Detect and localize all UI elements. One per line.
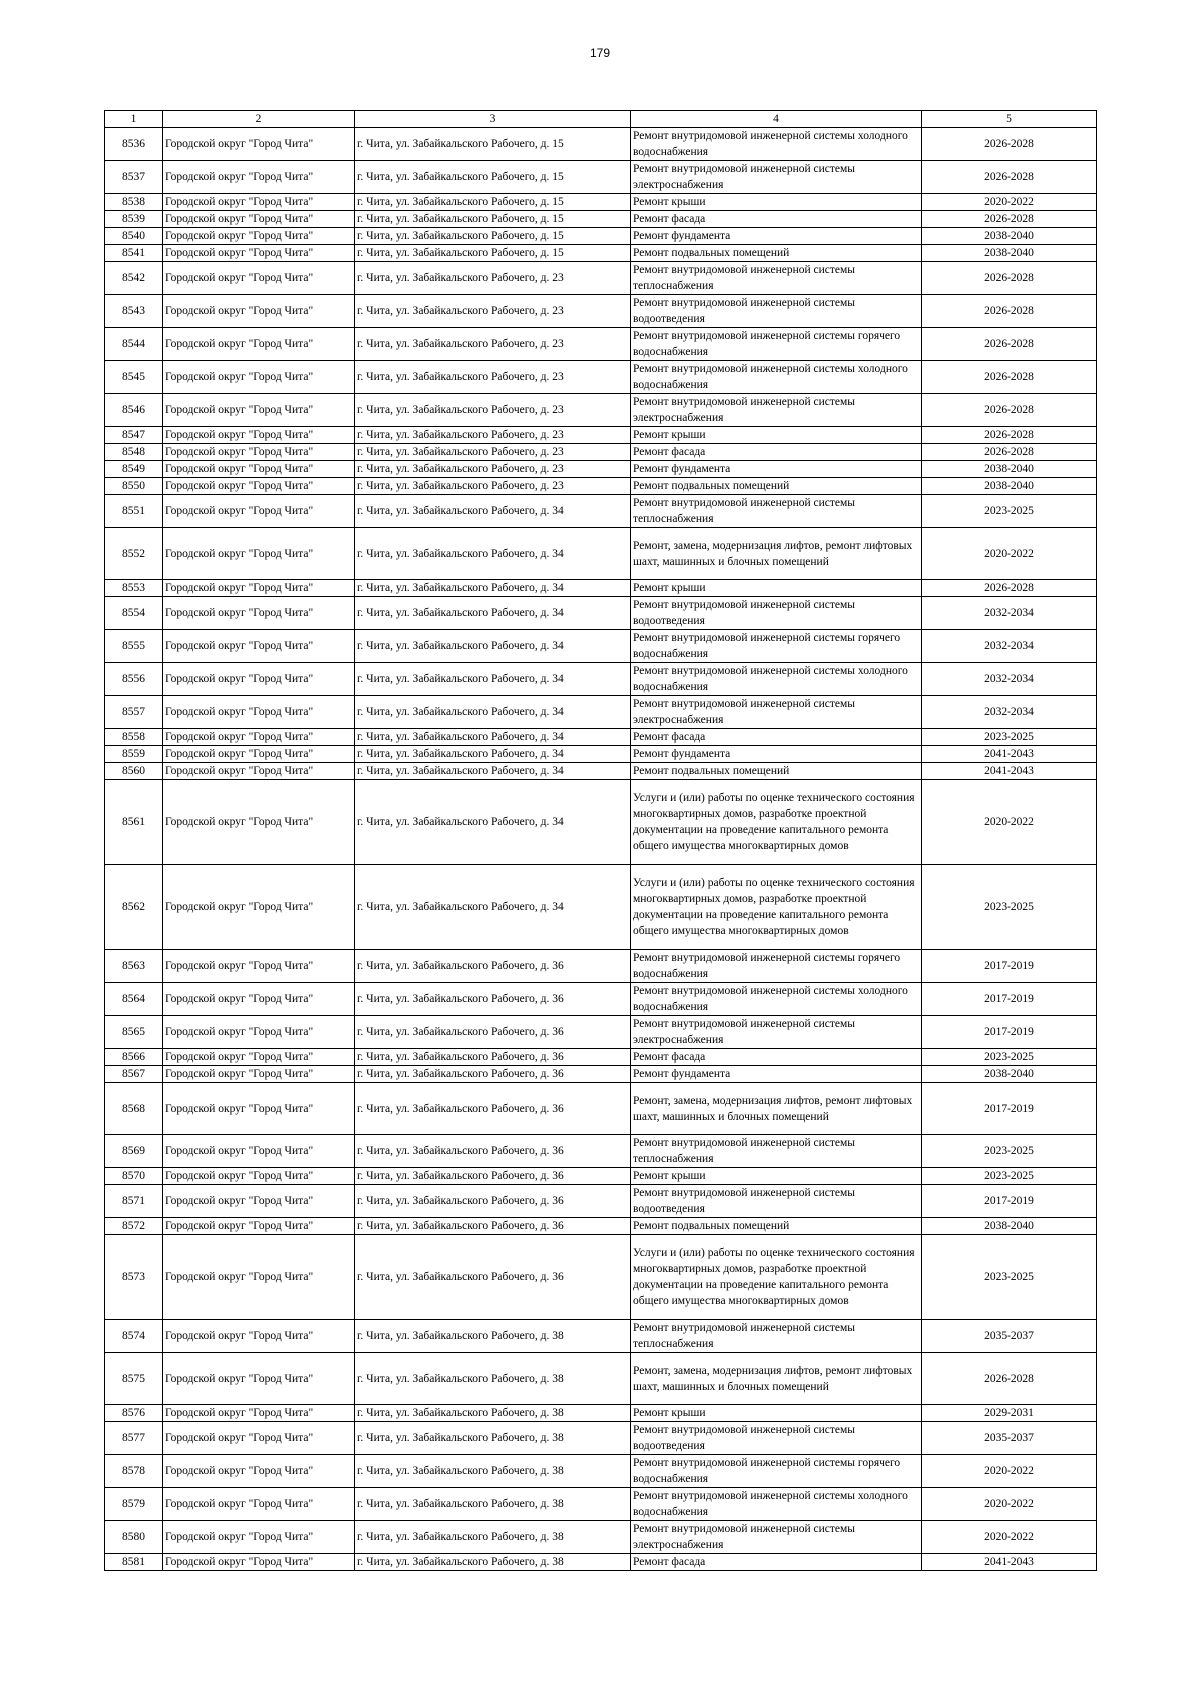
period-cell: 2023-2025 (922, 1049, 1097, 1066)
work-type-cell: Ремонт внутридомовой инженерной системы водоотведения (631, 295, 922, 328)
address-cell: г. Чита, ул. Забайкальского Рабочего, д. 36 (355, 1168, 631, 1185)
address-cell: г. Чита, ул. Забайкальского Рабочего, д. 23 (355, 394, 631, 427)
address-cell: г. Чита, ул. Забайкальского Рабочего, д. 34 (355, 865, 631, 950)
row-number-cell: 8573 (105, 1235, 163, 1320)
work-type-cell: Ремонт крыши (631, 194, 922, 211)
row-number-cell: 8554 (105, 597, 163, 630)
period-cell: 2032-2034 (922, 663, 1097, 696)
period-cell: 2041-2043 (922, 1554, 1097, 1571)
table-row (105, 865, 1097, 950)
municipality-cell: Городской округ "Город Чита" (163, 1083, 355, 1135)
table-row (105, 1422, 1097, 1455)
header-row (105, 111, 1097, 128)
work-type-cell: Ремонт внутридомовой инженерной системы водоотведения (631, 1422, 922, 1455)
address-cell: г. Чита, ул. Забайкальского Рабочего, д. 34 (355, 495, 631, 528)
table-row (105, 950, 1097, 983)
row-number-cell: 8562 (105, 865, 163, 950)
municipality-cell: Городской округ "Город Чита" (163, 128, 355, 161)
table-row (105, 361, 1097, 394)
address-cell: г. Чита, ул. Забайкальского Рабочего, д. 36 (355, 983, 631, 1016)
table-row (105, 1185, 1097, 1218)
table-row (105, 444, 1097, 461)
table-row (105, 161, 1097, 194)
municipality-cell: Городской округ "Город Чита" (163, 1066, 355, 1083)
period-cell: 2041-2043 (922, 746, 1097, 763)
municipality-cell: Городской округ "Город Чита" (163, 1218, 355, 1235)
period-cell: 2026-2028 (922, 128, 1097, 161)
table-row (105, 478, 1097, 495)
address-cell: г. Чита, ул. Забайкальского Рабочего, д. 15 (355, 128, 631, 161)
work-type-cell: Ремонт крыши (631, 427, 922, 444)
work-type-cell: Ремонт внутридомовой инженерной системы электроснабжения (631, 696, 922, 729)
address-cell: г. Чита, ул. Забайкальского Рабочего, д. 23 (355, 444, 631, 461)
address-cell: г. Чита, ул. Забайкальского Рабочего, д. 23 (355, 461, 631, 478)
period-cell: 2038-2040 (922, 478, 1097, 495)
period-cell: 2026-2028 (922, 1353, 1097, 1405)
table-row (105, 427, 1097, 444)
work-type-cell: Ремонт внутридомовой инженерной системы электроснабжения (631, 1521, 922, 1554)
address-cell: г. Чита, ул. Забайкальского Рабочего, д. 34 (355, 663, 631, 696)
table-row (105, 1554, 1097, 1571)
period-cell: 2017-2019 (922, 1185, 1097, 1218)
municipality-cell: Городской округ "Город Чита" (163, 262, 355, 295)
period-cell: 2026-2028 (922, 295, 1097, 328)
row-number-cell: 8561 (105, 780, 163, 865)
municipality-cell: Городской округ "Город Чита" (163, 580, 355, 597)
municipality-cell: Городской округ "Город Чита" (163, 746, 355, 763)
municipality-cell: Городской округ "Город Чита" (163, 597, 355, 630)
address-cell: г. Чита, ул. Забайкальского Рабочего, д. 36 (355, 1235, 631, 1320)
period-cell: 2023-2025 (922, 495, 1097, 528)
work-type-cell: Ремонт внутридомовой инженерной системы теплоснабжения (631, 495, 922, 528)
municipality-cell: Городской округ "Город Чита" (163, 444, 355, 461)
municipality-cell: Городской округ "Город Чита" (163, 328, 355, 361)
row-number-cell: 8569 (105, 1135, 163, 1168)
column-header-3: 3 (355, 111, 631, 128)
table-row (105, 328, 1097, 361)
address-cell: г. Чита, ул. Забайкальского Рабочего, д. 34 (355, 528, 631, 580)
municipality-cell: Городской округ "Город Чита" (163, 780, 355, 865)
work-type-cell: Ремонт фундамента (631, 746, 922, 763)
work-type-cell: Ремонт подвальных помещений (631, 245, 922, 262)
municipality-cell: Городской округ "Город Чита" (163, 729, 355, 746)
table-row (105, 763, 1097, 780)
period-cell: 2026-2028 (922, 262, 1097, 295)
period-cell: 2032-2034 (922, 597, 1097, 630)
address-cell: г. Чита, ул. Забайкальского Рабочего, д. 23 (355, 262, 631, 295)
municipality-cell: Городской округ "Город Чита" (163, 427, 355, 444)
address-cell: г. Чита, ул. Забайкальского Рабочего, д. 38 (355, 1320, 631, 1353)
work-type-cell: Ремонт внутридомовой инженерной системы холодного водоснабжения (631, 983, 922, 1016)
period-cell: 2038-2040 (922, 1218, 1097, 1235)
period-cell: 2020-2022 (922, 1488, 1097, 1521)
work-type-cell: Ремонт внутридомовой инженерной системы холодного водоснабжения (631, 1488, 922, 1521)
address-cell: г. Чита, ул. Забайкальского Рабочего, д. 38 (355, 1521, 631, 1554)
work-type-cell: Ремонт внутридомовой инженерной системы горячего водоснабжения (631, 1455, 922, 1488)
period-cell: 2023-2025 (922, 1135, 1097, 1168)
row-number-cell: 8581 (105, 1554, 163, 1571)
address-cell: г. Чита, ул. Забайкальского Рабочего, д. 36 (355, 1218, 631, 1235)
work-type-cell: Ремонт фасада (631, 444, 922, 461)
table-row (105, 461, 1097, 478)
row-number-cell: 8545 (105, 361, 163, 394)
row-number-cell: 8564 (105, 983, 163, 1016)
address-cell: г. Чита, ул. Забайкальского Рабочего, д. 34 (355, 746, 631, 763)
period-cell: 2035-2037 (922, 1422, 1097, 1455)
address-cell: г. Чита, ул. Забайкальского Рабочего, д. 38 (355, 1455, 631, 1488)
work-type-cell: Ремонт крыши (631, 1168, 922, 1185)
municipality-cell: Городской округ "Город Чита" (163, 528, 355, 580)
period-cell: 2017-2019 (922, 983, 1097, 1016)
row-number-cell: 8557 (105, 696, 163, 729)
table-row (105, 580, 1097, 597)
row-number-cell: 8551 (105, 495, 163, 528)
table-row (105, 1168, 1097, 1185)
work-type-cell: Ремонт фасада (631, 1554, 922, 1571)
period-cell: 2041-2043 (922, 763, 1097, 780)
municipality-cell: Городской округ "Город Чита" (163, 1185, 355, 1218)
municipality-cell: Городской округ "Город Чита" (163, 228, 355, 245)
row-number-cell: 8579 (105, 1488, 163, 1521)
municipality-cell: Городской округ "Город Чита" (163, 983, 355, 1016)
row-number-cell: 8552 (105, 528, 163, 580)
period-cell: 2038-2040 (922, 1066, 1097, 1083)
address-cell: г. Чита, ул. Забайкальского Рабочего, д. 15 (355, 228, 631, 245)
table-row (105, 597, 1097, 630)
work-type-cell: Ремонт, замена, модернизация лифтов, ремонт лифтовых шахт, машинных и блочных помещений (631, 1083, 922, 1135)
table-row (105, 746, 1097, 763)
period-cell: 2017-2019 (922, 950, 1097, 983)
period-cell: 2035-2037 (922, 1320, 1097, 1353)
municipality-cell: Городской округ "Город Чита" (163, 295, 355, 328)
municipality-cell: Городской округ "Город Чита" (163, 630, 355, 663)
table-row (105, 194, 1097, 211)
work-type-cell: Ремонт фасада (631, 729, 922, 746)
row-number-cell: 8570 (105, 1168, 163, 1185)
table-row (105, 495, 1097, 528)
table-row (105, 128, 1097, 161)
work-type-cell: Ремонт внутридомовой инженерной системы электроснабжения (631, 1016, 922, 1049)
municipality-cell: Городской округ "Город Чита" (163, 245, 355, 262)
page-number: 179 (589, 46, 611, 60)
work-type-cell: Ремонт внутридомовой инженерной системы горячего водоснабжения (631, 950, 922, 983)
period-cell: 2023-2025 (922, 865, 1097, 950)
table-row (105, 528, 1097, 580)
address-cell: г. Чита, ул. Забайкальского Рабочего, д. 38 (355, 1405, 631, 1422)
period-cell: 2032-2034 (922, 630, 1097, 663)
period-cell: 2020-2022 (922, 528, 1097, 580)
work-type-cell: Ремонт крыши (631, 580, 922, 597)
address-cell: г. Чита, ул. Забайкальского Рабочего, д. 36 (355, 1016, 631, 1049)
table-row (105, 1320, 1097, 1353)
municipality-cell: Городской округ "Город Чита" (163, 161, 355, 194)
row-number-cell: 8543 (105, 295, 163, 328)
period-cell: 2020-2022 (922, 780, 1097, 865)
municipality-cell: Городской округ "Город Чита" (163, 211, 355, 228)
work-type-cell: Услуги и (или) работы по оценке технического состояния многоквартирных домов, разработке проектной документации на проведение капитального ремонта общего имущества многоквартирных домов (631, 1235, 922, 1320)
address-cell: г. Чита, ул. Забайкальского Рабочего, д. 34 (355, 729, 631, 746)
municipality-cell: Городской округ "Город Чита" (163, 461, 355, 478)
row-number-cell: 8544 (105, 328, 163, 361)
address-cell: г. Чита, ул. Забайкальского Рабочего, д. 23 (355, 427, 631, 444)
municipality-cell: Городской округ "Город Чита" (163, 394, 355, 427)
capital-repair-table (104, 110, 1097, 1571)
address-cell: г. Чита, ул. Забайкальского Рабочего, д. 34 (355, 630, 631, 663)
address-cell: г. Чита, ул. Забайкальского Рабочего, д. 36 (355, 1185, 631, 1218)
address-cell: г. Чита, ул. Забайкальского Рабочего, д. 23 (355, 361, 631, 394)
municipality-cell: Городской округ "Город Чита" (163, 478, 355, 495)
municipality-cell: Городской округ "Город Чита" (163, 495, 355, 528)
period-cell: 2020-2022 (922, 1521, 1097, 1554)
municipality-cell: Городской округ "Город Чита" (163, 194, 355, 211)
work-type-cell: Ремонт фасада (631, 1049, 922, 1066)
row-number-cell: 8563 (105, 950, 163, 983)
period-cell: 2026-2028 (922, 444, 1097, 461)
work-type-cell: Ремонт внутридомовой инженерной системы теплоснабжения (631, 262, 922, 295)
table-row (105, 245, 1097, 262)
work-type-cell: Ремонт подвальных помещений (631, 763, 922, 780)
address-cell: г. Чита, ул. Забайкальского Рабочего, д. 15 (355, 211, 631, 228)
table-row (105, 1235, 1097, 1320)
column-header-2: 2 (163, 111, 355, 128)
period-cell: 2026-2028 (922, 211, 1097, 228)
row-number-cell: 8536 (105, 128, 163, 161)
table-row (105, 1066, 1097, 1083)
municipality-cell: Городской округ "Город Чита" (163, 1488, 355, 1521)
period-cell: 2038-2040 (922, 245, 1097, 262)
period-cell: 2038-2040 (922, 228, 1097, 245)
row-number-cell: 8578 (105, 1455, 163, 1488)
table-row (105, 983, 1097, 1016)
row-number-cell: 8546 (105, 394, 163, 427)
municipality-cell: Городской округ "Город Чита" (163, 1405, 355, 1422)
address-cell: г. Чита, ул. Забайкальского Рабочего, д. 23 (355, 478, 631, 495)
work-type-cell: Услуги и (или) работы по оценке технического состояния многоквартирных домов, разработке проектной документации на проведение капитального ремонта общего имущества многоквартирных домов (631, 780, 922, 865)
municipality-cell: Городской округ "Город Чита" (163, 1554, 355, 1571)
address-cell: г. Чита, ул. Забайкальского Рабочего, д. 34 (355, 696, 631, 729)
table-row (105, 1488, 1097, 1521)
row-number-cell: 8547 (105, 427, 163, 444)
municipality-cell: Городской округ "Город Чита" (163, 1521, 355, 1554)
column-header-1: 1 (105, 111, 163, 128)
table-row (105, 1521, 1097, 1554)
row-number-cell: 8553 (105, 580, 163, 597)
column-header-5: 5 (922, 111, 1097, 128)
work-type-cell: Ремонт внутридомовой инженерной системы электроснабжения (631, 394, 922, 427)
address-cell: г. Чита, ул. Забайкальского Рабочего, д. 38 (355, 1422, 631, 1455)
address-cell: г. Чита, ул. Забайкальского Рабочего, д. 34 (355, 580, 631, 597)
period-cell: 2023-2025 (922, 1235, 1097, 1320)
table-row (105, 1353, 1097, 1405)
period-cell: 2026-2028 (922, 580, 1097, 597)
table-row (105, 780, 1097, 865)
row-number-cell: 8580 (105, 1521, 163, 1554)
municipality-cell: Городской округ "Город Чита" (163, 1235, 355, 1320)
table-row (105, 228, 1097, 245)
municipality-cell: Городской округ "Город Чита" (163, 1049, 355, 1066)
municipality-cell: Городской округ "Город Чита" (163, 663, 355, 696)
period-cell: 2023-2025 (922, 729, 1097, 746)
period-cell: 2026-2028 (922, 161, 1097, 194)
period-cell: 2032-2034 (922, 696, 1097, 729)
address-cell: г. Чита, ул. Забайкальского Рабочего, д. 36 (355, 1083, 631, 1135)
row-number-cell: 8559 (105, 746, 163, 763)
row-number-cell: 8566 (105, 1049, 163, 1066)
address-cell: г. Чита, ул. Забайкальского Рабочего, д. 36 (355, 1049, 631, 1066)
table-row (105, 1016, 1097, 1049)
period-cell: 2017-2019 (922, 1016, 1097, 1049)
table-row (105, 1049, 1097, 1066)
table-row (105, 1135, 1097, 1168)
row-number-cell: 8550 (105, 478, 163, 495)
address-cell: г. Чита, ул. Забайкальского Рабочего, д. 34 (355, 763, 631, 780)
table-row (105, 696, 1097, 729)
row-number-cell: 8538 (105, 194, 163, 211)
row-number-cell: 8539 (105, 211, 163, 228)
municipality-cell: Городской округ "Город Чита" (163, 1320, 355, 1353)
municipality-cell: Городской округ "Город Чита" (163, 1168, 355, 1185)
row-number-cell: 8560 (105, 763, 163, 780)
address-cell: г. Чита, ул. Забайкальского Рабочего, д. 15 (355, 194, 631, 211)
table-row (105, 1455, 1097, 1488)
address-cell: г. Чита, ул. Забайкальского Рабочего, д. 36 (355, 1066, 631, 1083)
row-number-cell: 8542 (105, 262, 163, 295)
row-number-cell: 8565 (105, 1016, 163, 1049)
period-cell: 2026-2028 (922, 427, 1097, 444)
table-row (105, 262, 1097, 295)
table-row (105, 630, 1097, 663)
column-header-4: 4 (631, 111, 922, 128)
table-body (105, 111, 1097, 1571)
row-number-cell: 8555 (105, 630, 163, 663)
period-cell: 2029-2031 (922, 1405, 1097, 1422)
work-type-cell: Ремонт подвальных помещений (631, 478, 922, 495)
row-number-cell: 8568 (105, 1083, 163, 1135)
row-number-cell: 8567 (105, 1066, 163, 1083)
address-cell: г. Чита, ул. Забайкальского Рабочего, д. 15 (355, 245, 631, 262)
municipality-cell: Городской округ "Город Чита" (163, 1016, 355, 1049)
work-type-cell: Ремонт, замена, модернизация лифтов, ремонт лифтовых шахт, машинных и блочных помещений (631, 1353, 922, 1405)
municipality-cell: Городской округ "Город Чита" (163, 1455, 355, 1488)
work-type-cell: Услуги и (или) работы по оценке технического состояния многоквартирных домов, разработке проектной документации на проведение капитального ремонта общего имущества многоквартирных домов (631, 865, 922, 950)
work-type-cell: Ремонт фундамента (631, 228, 922, 245)
table-row (105, 1083, 1097, 1135)
address-cell: г. Чита, ул. Забайкальского Рабочего, д. 36 (355, 950, 631, 983)
work-type-cell: Ремонт внутридомовой инженерной системы холодного водоснабжения (631, 128, 922, 161)
address-cell: г. Чита, ул. Забайкальского Рабочего, д. 36 (355, 1135, 631, 1168)
work-type-cell: Ремонт внутридомовой инженерной системы холодного водоснабжения (631, 361, 922, 394)
period-cell: 2020-2022 (922, 1455, 1097, 1488)
municipality-cell: Городской округ "Город Чита" (163, 865, 355, 950)
period-cell: 2038-2040 (922, 461, 1097, 478)
table-row (105, 295, 1097, 328)
municipality-cell: Городской округ "Город Чита" (163, 1353, 355, 1405)
row-number-cell: 8574 (105, 1320, 163, 1353)
work-type-cell: Ремонт внутридомовой инженерной системы электроснабжения (631, 161, 922, 194)
work-type-cell: Ремонт внутридомовой инженерной системы холодного водоснабжения (631, 663, 922, 696)
work-type-cell: Ремонт внутридомовой инженерной системы водоотведения (631, 597, 922, 630)
work-type-cell: Ремонт внутридомовой инженерной системы горячего водоснабжения (631, 630, 922, 663)
row-number-cell: 8572 (105, 1218, 163, 1235)
table-row (105, 394, 1097, 427)
work-type-cell: Ремонт фундамента (631, 461, 922, 478)
table-row (105, 1405, 1097, 1422)
address-cell: г. Чита, ул. Забайкальского Рабочего, д. 34 (355, 780, 631, 865)
work-type-cell: Ремонт внутридомовой инженерной системы теплоснабжения (631, 1135, 922, 1168)
work-type-cell: Ремонт внутридомовой инженерной системы водоотведения (631, 1185, 922, 1218)
address-cell: г. Чита, ул. Забайкальского Рабочего, д. 23 (355, 295, 631, 328)
work-type-cell: Ремонт, замена, модернизация лифтов, ремонт лифтовых шахт, машинных и блочных помещений (631, 528, 922, 580)
table-row (105, 1218, 1097, 1235)
period-cell: 2023-2025 (922, 1168, 1097, 1185)
period-cell: 2026-2028 (922, 394, 1097, 427)
municipality-cell: Городской округ "Город Чита" (163, 1422, 355, 1455)
address-cell: г. Чита, ул. Забайкальского Рабочего, д. 38 (355, 1554, 631, 1571)
row-number-cell: 8571 (105, 1185, 163, 1218)
work-type-cell: Ремонт подвальных помещений (631, 1218, 922, 1235)
period-cell: 2020-2022 (922, 194, 1097, 211)
table-row (105, 729, 1097, 746)
period-cell: 2026-2028 (922, 328, 1097, 361)
row-number-cell: 8537 (105, 161, 163, 194)
row-number-cell: 8575 (105, 1353, 163, 1405)
period-cell: 2026-2028 (922, 361, 1097, 394)
work-type-cell: Ремонт внутридомовой инженерной системы теплоснабжения (631, 1320, 922, 1353)
row-number-cell: 8577 (105, 1422, 163, 1455)
period-cell: 2017-2019 (922, 1083, 1097, 1135)
table-row (105, 211, 1097, 228)
work-type-cell: Ремонт крыши (631, 1405, 922, 1422)
work-type-cell: Ремонт фундамента (631, 1066, 922, 1083)
municipality-cell: Городской округ "Город Чита" (163, 950, 355, 983)
row-number-cell: 8541 (105, 245, 163, 262)
address-cell: г. Чита, ул. Забайкальского Рабочего, д. 38 (355, 1488, 631, 1521)
municipality-cell: Городской округ "Город Чита" (163, 1135, 355, 1168)
row-number-cell: 8558 (105, 729, 163, 746)
row-number-cell: 8540 (105, 228, 163, 245)
row-number-cell: 8576 (105, 1405, 163, 1422)
row-number-cell: 8549 (105, 461, 163, 478)
row-number-cell: 8548 (105, 444, 163, 461)
table-row (105, 663, 1097, 696)
address-cell: г. Чита, ул. Забайкальского Рабочего, д. 38 (355, 1353, 631, 1405)
municipality-cell: Городской округ "Город Чита" (163, 696, 355, 729)
address-cell: г. Чита, ул. Забайкальского Рабочего, д. 34 (355, 597, 631, 630)
municipality-cell: Городской округ "Город Чита" (163, 763, 355, 780)
work-type-cell: Ремонт фасада (631, 211, 922, 228)
row-number-cell: 8556 (105, 663, 163, 696)
work-type-cell: Ремонт внутридомовой инженерной системы горячего водоснабжения (631, 328, 922, 361)
municipality-cell: Городской округ "Город Чита" (163, 361, 355, 394)
address-cell: г. Чита, ул. Забайкальского Рабочего, д. 15 (355, 161, 631, 194)
address-cell: г. Чита, ул. Забайкальского Рабочего, д. 23 (355, 328, 631, 361)
